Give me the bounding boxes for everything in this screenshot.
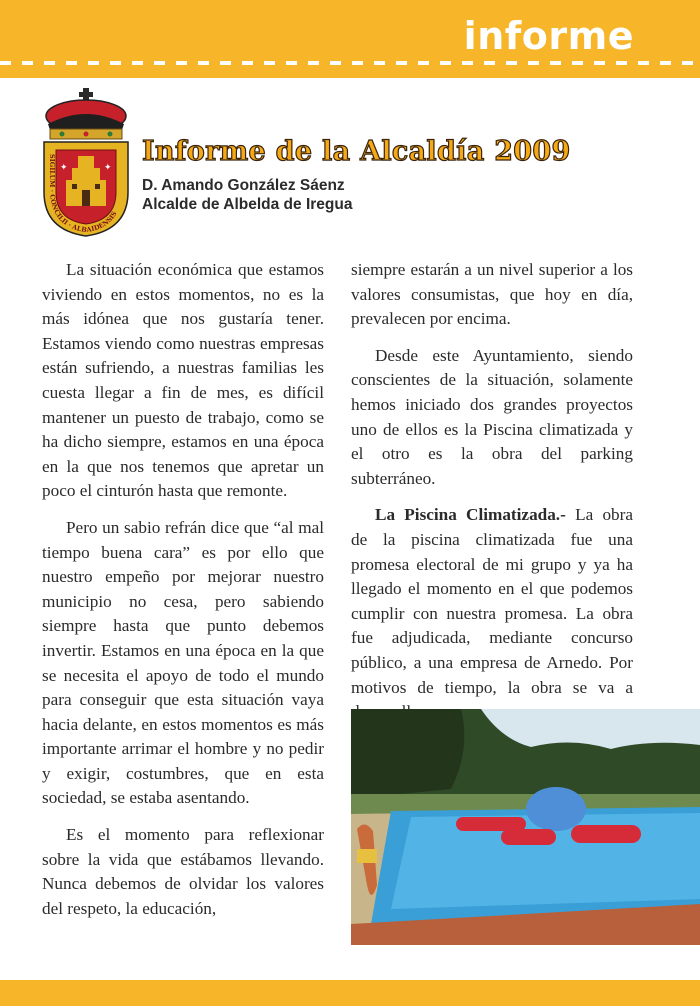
svg-text:✦: ✦ bbox=[104, 163, 112, 173]
section-label: informe bbox=[463, 14, 634, 58]
paragraph: Pero un sabio refrán dice que “al mal tiempo buena cara” es por ello que nuestro empeño por mejorar nuestro municipio no cesa, pero sabiendo siempre hasta que punto debemos invertir. Estamos en una época en la que se necesita el apoyo de todo el mundo para conseguir que esta situación vaya hacia delante, en estos momentos es más importante arrimar el hombre y no pedir y exigir, costumbres, que en esta sociedad, se estaba asentando. bbox=[42, 517, 324, 808]
paragraph-continuation: siempre estarán a un nivel superior a los valores consumistas, que hoy en día, prevalecen por encima. bbox=[351, 260, 633, 329]
crown-icon bbox=[46, 88, 126, 139]
subheading: La Piscina Climatizada.- bbox=[375, 505, 566, 525]
paragraph bbox=[351, 503, 633, 724]
paragraph: Desde este Ayuntamiento, siendo conscientes de la situación, solamente hemos iniciado dos grandes proyectos uno de ellos es la Piscina climatizada y el otro es la obra del parking subterráneo. bbox=[351, 345, 633, 488]
dashed-divider bbox=[0, 61, 700, 65]
author-name: D. Amando González Sáenz bbox=[142, 177, 345, 194]
article-title: Informe de la Alcaldía 2009 bbox=[142, 136, 571, 167]
text-column-left bbox=[42, 258, 324, 933]
svg-text:SIGILUM · CONCILII · ALBAIDENS: SIGILUM · CONCILII · ALBAIDENSIS bbox=[48, 154, 119, 235]
header-band bbox=[0, 0, 700, 78]
paragraph: La situación económica que estamos viviendo en estos momentos, no es la más idónea que nos gustaría tener. Estamos viendo como nuestras empresas están sufriendo, a nuestras familias les cuesta llegar a fin de mes, es difícil mantener un puesto de trabajo, como se ha dicho siempre, estamos en una época en la que nos tenemos que apretar un poco el cinturón hasta que remonte. bbox=[42, 260, 324, 501]
paragraph-body: La obra de la piscina climatizada fue una promesa electoral de mi grupo y ya ha llegado el momento en el que podemos cumplir con nuestra promesa. La obra fue adjudicada, mediante concurso público, a una empresa de Arnedo. Por motivos de tiempo, la obra se va a bbox=[351, 505, 633, 697]
paragraph: Es el momento para reflexionar sobre la vida que estábamos llevando. Nunca debemos de olvidar los valores del respeto, la educación, bbox=[42, 825, 324, 918]
pool-photo bbox=[351, 709, 700, 945]
footer-band bbox=[0, 980, 700, 1006]
author-block bbox=[142, 176, 352, 214]
coat-of-arms-icon bbox=[38, 84, 134, 244]
shield-icon bbox=[44, 142, 128, 236]
text-column-right bbox=[351, 258, 633, 737]
author-role: Alcalde de Albelda de Iregua bbox=[142, 196, 353, 213]
svg-text:✦: ✦ bbox=[60, 163, 68, 173]
